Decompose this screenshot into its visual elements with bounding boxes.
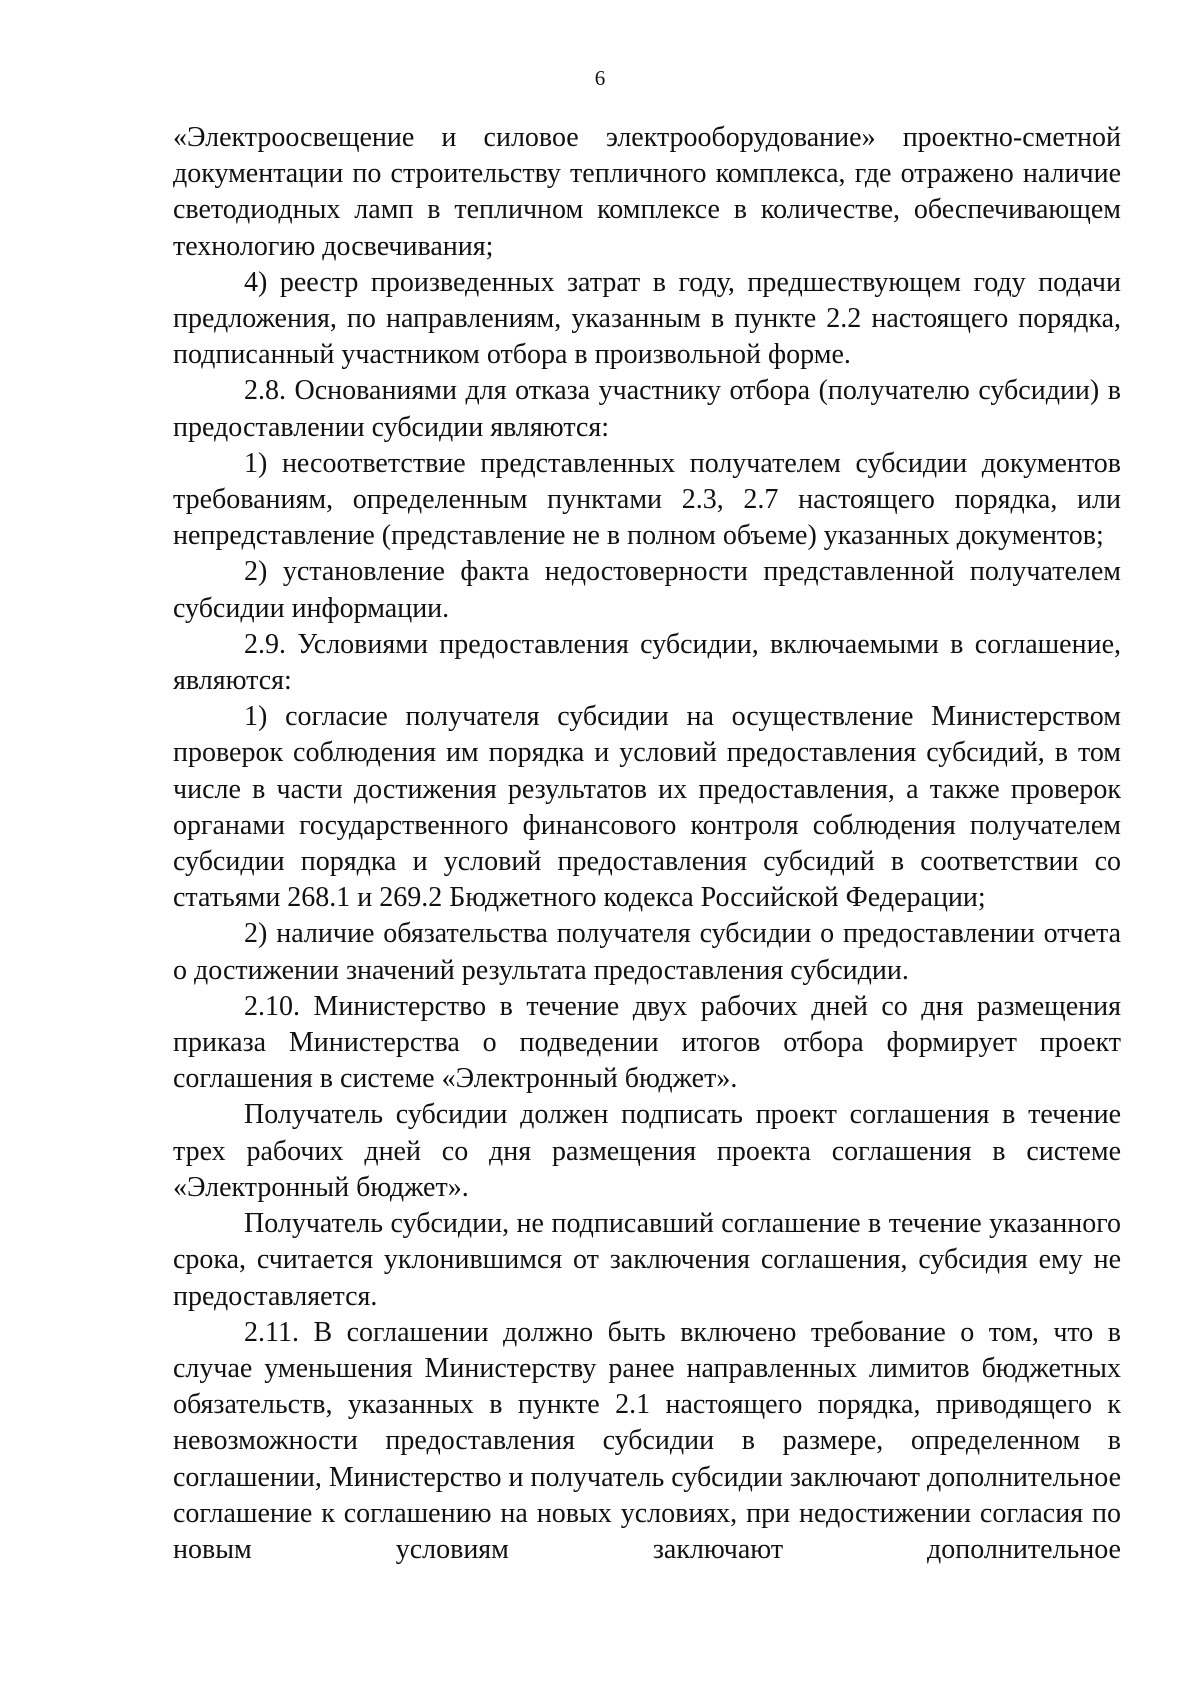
paragraph: 2) установление факта недостоверности представленной получателем субсидии информации. — [173, 556, 1121, 624]
paragraph: 2.9. Условиями предоставления субсидии, включаемыми в соглашение, являются: — [173, 628, 1121, 697]
paragraph: Получатель субсидии, не подписавший соглашение в течение указанного срока, считается уклонившимся от заключения соглашения, субсидия ему не предоставляется. — [173, 1208, 1121, 1312]
paragraph: 4) реестр произведенных затрат в году, предшествующем году подачи предложения, по направлениям, указанным в пункте 2.2 настоящего порядка, подписанный участником отбора в произвольной форме. — [173, 266, 1121, 371]
paragraph: «Электроосвещение и силовое электрооборудование» проектно-сметной документации по строительству тепличного комплекса, где отражено наличие светодиодных ламп в тепличном комплексе в количестве, обеспечивающем технологию досвечивания; — [173, 122, 1121, 262]
document-body — [173, 120, 1121, 1568]
paragraph: 1) согласие получателя субсидии на осуществление Министерством проверок соблюдения им порядка и условий предоставления субсидий, в том числе в части достижения результатов их предоставления, а также проверок органами государственного финансового контроля соблюдения получателем субсидии порядка и условий предоставления субсидий в соответствии со статьями 268.1 и 269.2 Бюджетного кодекса Российской Федерации; — [173, 701, 1121, 914]
paragraph: 2.10. Министерство в течение двух рабочих дней со дня размещения приказа Министерства о подведении итогов отбора формирует проект соглашения в системе «Электронный бюджет». — [173, 990, 1121, 1095]
page-number: 6 — [594, 66, 606, 90]
paragraph: 2) наличие обязательства получателя субсидии о предоставлении отчета о достижении значений результата предоставления субсидии. — [173, 918, 1121, 986]
paragraph: Получатель субсидии должен подписать проект соглашения в течение трех рабочих дней со дня размещения проекта соглашения в системе «Электронный бюджет». — [173, 1099, 1121, 1203]
paragraph: 2.11. В соглашении должно быть включено требование о том, что в случае уменьшения Министерству ранее направленных лимитов бюджетных обязательств, указанных в пункте 2.1 настоящего порядка, приводящего к невозможности предоставления субсидии в размере, определенном в соглашении, Министерство и получатель субсидии заключают дополнительное соглашение к соглашению на новых условиях, при недостижении согласия по новым условиям заключают дополнительное — [173, 1316, 1121, 1565]
paragraph: 1) несоответствие представленных получателем субсидии документов требованиям, определенным пунктами 2.3, 2.7 настоящего порядка, или непредставление (представление не в полном объеме) указанных документов; — [173, 447, 1121, 552]
paragraph: 2.8. Основаниями для отказа участнику отбора (получателю субсидии) в предоставлении субсидии являются: — [173, 375, 1121, 443]
